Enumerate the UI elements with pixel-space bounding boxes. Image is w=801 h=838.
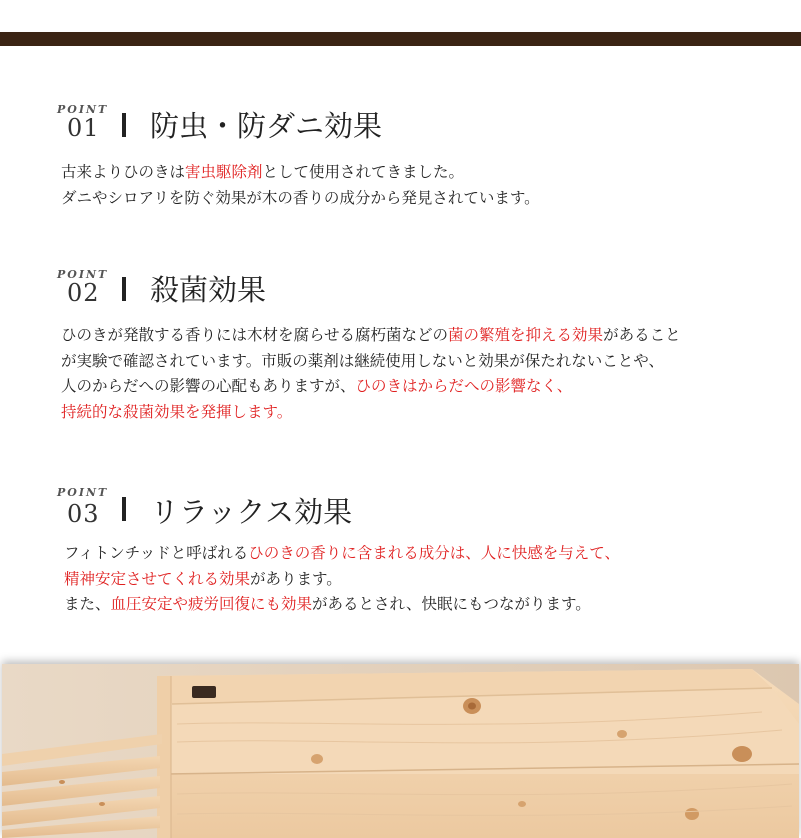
point-title: 殺菌効果	[150, 273, 267, 307]
body-line: 持続的な殺菌効果を発揮します。	[61, 402, 293, 421]
point-body	[61, 160, 540, 211]
hinoki-bed-photo	[2, 664, 799, 838]
title-separator	[122, 113, 126, 137]
body-line: 人のからだへの影響の心配もありますが、ひのきはからだへの影響なく、	[61, 377, 573, 395]
bed-illustration	[2, 664, 799, 838]
point-title: 防虫・防ダニ効果	[150, 109, 383, 143]
point-body	[61, 323, 681, 425]
point-number: 02	[67, 279, 100, 307]
point-label: POINT	[57, 103, 109, 116]
body-line: 古来よりひのきは害虫駆除剤として使用されてきました。	[61, 163, 465, 181]
point-label: POINT	[57, 486, 109, 499]
body-line: ダニやシロアリを防ぐ効果が木の香りの成分から発見されています。	[61, 188, 540, 207]
point-body	[64, 541, 620, 618]
body-line: フィトンチッドと呼ばれるひのきの香りに含まれる成分は、人に快感を与えて、	[64, 544, 620, 562]
body-line: また、血圧安定や疲労回復にも効果があるとされ、快眠にもつながります。	[64, 595, 591, 613]
body-line: が実験で確認されています。市販の薬剤は継続使用しないと効果が保たれないことや、	[61, 351, 664, 370]
body-line: 精神安定させてくれる効果があります。	[64, 569, 342, 588]
point-label: POINT	[57, 268, 109, 281]
point-title: リラックス効果	[150, 495, 353, 529]
body-line: ひのきが発散する香りには木材を腐らせる腐朽菌などの菌の繁殖を抑える効果があること	[61, 326, 681, 344]
header-divider-bar	[0, 32, 801, 46]
point-number: 03	[67, 500, 100, 528]
title-separator	[122, 497, 126, 521]
title-separator	[122, 277, 126, 301]
point-number: 01	[67, 114, 100, 142]
